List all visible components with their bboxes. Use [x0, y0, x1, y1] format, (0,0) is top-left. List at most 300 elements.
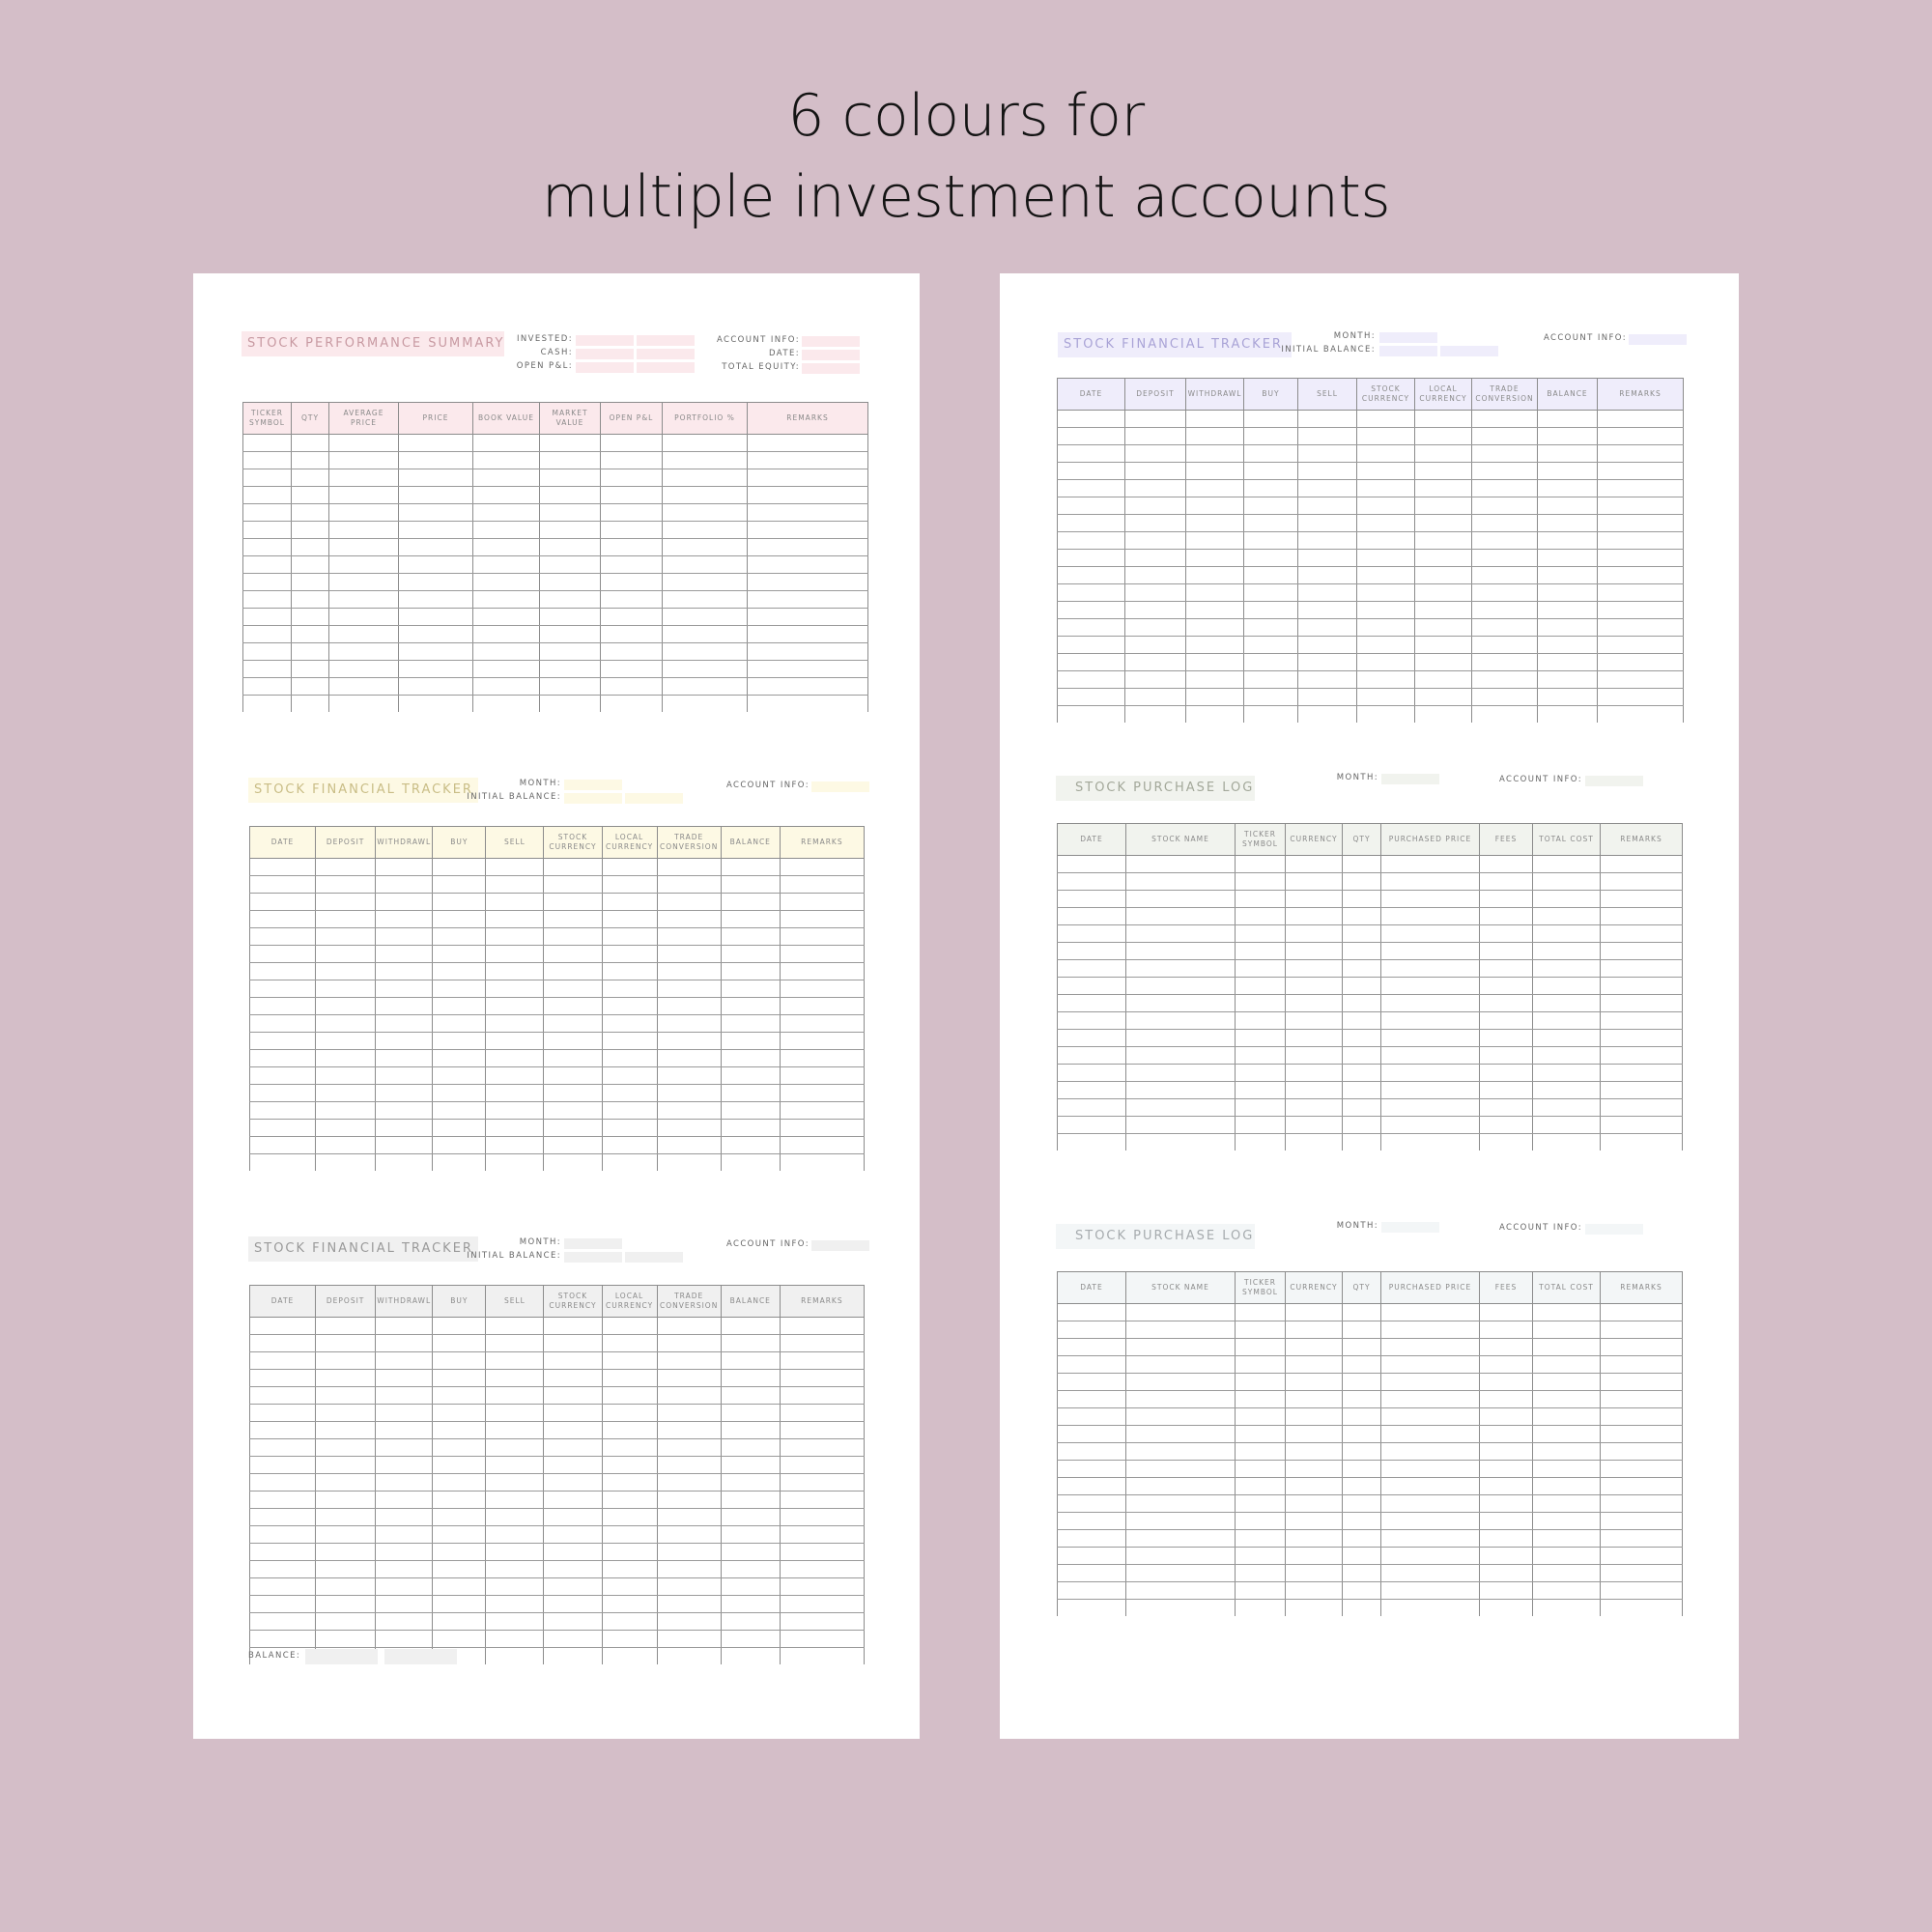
- table-cell[interactable]: [1480, 1530, 1533, 1548]
- table-cell[interactable]: [657, 1561, 721, 1578]
- table-cell[interactable]: [1244, 637, 1298, 654]
- table-cell[interactable]: [1126, 960, 1236, 978]
- table-cell[interactable]: [1286, 960, 1343, 978]
- table-cell[interactable]: [1236, 1426, 1286, 1443]
- table-cell[interactable]: [721, 998, 780, 1015]
- table-cell[interactable]: [1343, 1461, 1381, 1478]
- table-cell[interactable]: [1058, 873, 1126, 891]
- table-cell[interactable]: [1598, 671, 1684, 689]
- table-cell[interactable]: [1343, 1356, 1381, 1374]
- table-cell[interactable]: [1186, 463, 1244, 480]
- table-cell[interactable]: [1472, 567, 1538, 584]
- table-cell[interactable]: [1236, 1304, 1286, 1321]
- table-cell[interactable]: [544, 1561, 602, 1578]
- table-cell[interactable]: [1601, 1495, 1683, 1513]
- table-cell[interactable]: [1058, 1321, 1126, 1339]
- table-cell[interactable]: [250, 1631, 316, 1648]
- table-cell[interactable]: [486, 1120, 544, 1137]
- table-cell[interactable]: [486, 1335, 544, 1352]
- table-cell[interactable]: [721, 1050, 780, 1067]
- table-cell[interactable]: [544, 859, 602, 876]
- table-cell[interactable]: [1357, 550, 1415, 567]
- table-cell[interactable]: [473, 504, 540, 522]
- table-cell[interactable]: [1286, 1582, 1343, 1600]
- table-cell[interactable]: [1357, 619, 1415, 637]
- table-cell[interactable]: [1236, 1099, 1286, 1117]
- table-cell[interactable]: [1533, 1530, 1601, 1548]
- table-cell[interactable]: [780, 1154, 864, 1172]
- table-cell[interactable]: [540, 696, 601, 713]
- table-cell[interactable]: [486, 946, 544, 963]
- table-cell[interactable]: [1236, 1339, 1286, 1356]
- table-cell[interactable]: [657, 1318, 721, 1335]
- table-cell[interactable]: [1058, 943, 1126, 960]
- table-cell[interactable]: [657, 1422, 721, 1439]
- table-cell[interactable]: [1598, 689, 1684, 706]
- table-cell[interactable]: [292, 539, 329, 556]
- table-cell[interactable]: [544, 1370, 602, 1387]
- table-cell[interactable]: [1286, 873, 1343, 891]
- table-cell[interactable]: [1381, 1513, 1480, 1530]
- table-cell[interactable]: [602, 963, 657, 980]
- table-cell[interactable]: [1126, 978, 1236, 995]
- table-cell[interactable]: [544, 1120, 602, 1137]
- table-cell[interactable]: [602, 1102, 657, 1120]
- table-cell[interactable]: [1058, 908, 1126, 925]
- table-cell[interactable]: [544, 1474, 602, 1492]
- table-cell[interactable]: [1533, 1461, 1601, 1478]
- table-cell[interactable]: [1286, 1374, 1343, 1391]
- table-cell[interactable]: [1357, 567, 1415, 584]
- table-cell[interactable]: [1058, 1099, 1126, 1117]
- table-cell[interactable]: [1357, 602, 1415, 619]
- table-cell[interactable]: [601, 435, 663, 452]
- table-cell[interactable]: [1058, 1565, 1126, 1582]
- table-cell[interactable]: [1533, 1582, 1601, 1600]
- table-cell[interactable]: [1236, 908, 1286, 925]
- table-cell[interactable]: [657, 1457, 721, 1474]
- table-cell[interactable]: [1533, 856, 1601, 873]
- table-cell[interactable]: [1381, 1478, 1480, 1495]
- table-cell[interactable]: [1286, 1321, 1343, 1339]
- table-cell[interactable]: [316, 1631, 376, 1648]
- table-cell[interactable]: [486, 1102, 544, 1120]
- table-cell[interactable]: [1357, 428, 1415, 445]
- table-cell[interactable]: [1343, 1565, 1381, 1582]
- table-cell[interactable]: [1601, 1082, 1683, 1099]
- table-cell[interactable]: [544, 1154, 602, 1172]
- table-cell[interactable]: [1472, 584, 1538, 602]
- table-cell[interactable]: [243, 643, 292, 661]
- table-cell[interactable]: [1298, 671, 1357, 689]
- table-cell[interactable]: [316, 1613, 376, 1631]
- table-cell[interactable]: [1236, 1565, 1286, 1582]
- table-cell[interactable]: [316, 1085, 376, 1102]
- table-cell[interactable]: [663, 522, 748, 539]
- table-cell[interactable]: [1058, 480, 1125, 497]
- date-field[interactable]: [802, 350, 860, 360]
- table-cell[interactable]: [1343, 978, 1381, 995]
- table-cell[interactable]: [1126, 1408, 1236, 1426]
- table-cell[interactable]: [721, 1335, 780, 1352]
- table-cell[interactable]: [721, 1439, 780, 1457]
- table-cell[interactable]: [1236, 1391, 1286, 1408]
- initial-balance-field-2[interactable]: [625, 793, 683, 804]
- month-field[interactable]: [1381, 774, 1439, 784]
- table-cell[interactable]: [376, 859, 433, 876]
- table-cell[interactable]: [433, 1578, 486, 1596]
- month-field[interactable]: [564, 1238, 622, 1249]
- table-cell[interactable]: [1480, 995, 1533, 1012]
- table-cell[interactable]: [1472, 515, 1538, 532]
- table-cell[interactable]: [433, 876, 486, 894]
- table-cell[interactable]: [1480, 1082, 1533, 1099]
- table-cell[interactable]: [316, 1137, 376, 1154]
- table-cell[interactable]: [1343, 1495, 1381, 1513]
- table-cell[interactable]: [1236, 995, 1286, 1012]
- table-cell[interactable]: [657, 1596, 721, 1613]
- table-cell[interactable]: [473, 696, 540, 713]
- table-cell[interactable]: [316, 911, 376, 928]
- table-cell[interactable]: [250, 1318, 316, 1335]
- table-cell[interactable]: [657, 928, 721, 946]
- table-cell[interactable]: [1381, 925, 1480, 943]
- table-cell[interactable]: [243, 556, 292, 574]
- table-cell[interactable]: [1533, 1374, 1601, 1391]
- table-cell[interactable]: [1186, 428, 1244, 445]
- table-cell[interactable]: [376, 963, 433, 980]
- table-cell[interactable]: [316, 1509, 376, 1526]
- table-cell[interactable]: [1298, 428, 1357, 445]
- table-cell[interactable]: [657, 1067, 721, 1085]
- table-cell[interactable]: [1343, 1065, 1381, 1082]
- table-cell[interactable]: [1186, 550, 1244, 567]
- table-cell[interactable]: [1244, 619, 1298, 637]
- table-cell[interactable]: [433, 1352, 486, 1370]
- table-cell[interactable]: [780, 1474, 864, 1492]
- table-cell[interactable]: [1058, 1117, 1126, 1134]
- table-cell[interactable]: [486, 1648, 544, 1665]
- table-cell[interactable]: [292, 556, 329, 574]
- table-cell[interactable]: [1058, 1047, 1126, 1065]
- table-cell[interactable]: [292, 609, 329, 626]
- table-cell[interactable]: [780, 1033, 864, 1050]
- table-cell[interactable]: [486, 1439, 544, 1457]
- table-cell[interactable]: [243, 574, 292, 591]
- table-cell[interactable]: [1601, 1530, 1683, 1548]
- table-cell[interactable]: [657, 1405, 721, 1422]
- table-cell[interactable]: [1058, 671, 1125, 689]
- table-cell[interactable]: [1601, 1478, 1683, 1495]
- table-cell[interactable]: [243, 469, 292, 487]
- table-cell[interactable]: [1533, 978, 1601, 995]
- table-cell[interactable]: [1480, 1582, 1533, 1600]
- table-cell[interactable]: [657, 1120, 721, 1137]
- table-cell[interactable]: [1244, 428, 1298, 445]
- table-cell[interactable]: [316, 876, 376, 894]
- table-cell[interactable]: [1533, 1321, 1601, 1339]
- table-cell[interactable]: [1343, 1339, 1381, 1356]
- table-cell[interactable]: [1601, 1065, 1683, 1082]
- table-cell[interactable]: [486, 1544, 544, 1561]
- table-cell[interactable]: [1415, 619, 1472, 637]
- table-cell[interactable]: [316, 1033, 376, 1050]
- table-cell[interactable]: [544, 1457, 602, 1474]
- table-cell[interactable]: [721, 1085, 780, 1102]
- table-cell[interactable]: [316, 963, 376, 980]
- table-cell[interactable]: [1126, 1513, 1236, 1530]
- table-cell[interactable]: [721, 1492, 780, 1509]
- table-cell[interactable]: [329, 556, 399, 574]
- table-cell[interactable]: [1601, 1356, 1683, 1374]
- table-cell[interactable]: [1125, 584, 1186, 602]
- table-cell[interactable]: [780, 1137, 864, 1154]
- table-cell[interactable]: [376, 1102, 433, 1120]
- table-cell[interactable]: [748, 452, 868, 469]
- table-cell[interactable]: [1472, 480, 1538, 497]
- table-cell[interactable]: [1480, 925, 1533, 943]
- table-cell[interactable]: [433, 859, 486, 876]
- table-cell[interactable]: [433, 998, 486, 1015]
- table-cell[interactable]: [473, 452, 540, 469]
- table-cell[interactable]: [1480, 1600, 1533, 1617]
- table-cell[interactable]: [1236, 1012, 1286, 1030]
- table-cell[interactable]: [292, 487, 329, 504]
- table-cell[interactable]: [486, 1015, 544, 1033]
- table-cell[interactable]: [1286, 1513, 1343, 1530]
- table-cell[interactable]: [1538, 532, 1598, 550]
- table-cell[interactable]: [329, 487, 399, 504]
- table-cell[interactable]: [1236, 925, 1286, 943]
- table-cell[interactable]: [486, 1067, 544, 1085]
- table-cell[interactable]: [1298, 637, 1357, 654]
- table-cell[interactable]: [540, 574, 601, 591]
- table-cell[interactable]: [1126, 1304, 1236, 1321]
- account-info-field[interactable]: [1585, 1224, 1643, 1235]
- table-cell[interactable]: [1415, 584, 1472, 602]
- table-cell[interactable]: [316, 1405, 376, 1422]
- table-cell[interactable]: [1343, 1134, 1381, 1151]
- table-cell[interactable]: [657, 1387, 721, 1405]
- table-cell[interactable]: [1058, 428, 1125, 445]
- table-cell[interactable]: [1538, 515, 1598, 532]
- cash-field[interactable]: [576, 349, 634, 359]
- table-cell[interactable]: [1244, 654, 1298, 671]
- table-cell[interactable]: [1601, 1117, 1683, 1134]
- table-cell[interactable]: [663, 626, 748, 643]
- table-cell[interactable]: [433, 1015, 486, 1033]
- table-cell[interactable]: [544, 911, 602, 928]
- table-cell[interactable]: [376, 946, 433, 963]
- table-cell[interactable]: [721, 1561, 780, 1578]
- table-cell[interactable]: [1472, 463, 1538, 480]
- table-cell[interactable]: [1186, 445, 1244, 463]
- table-cell[interactable]: [1058, 1030, 1126, 1047]
- table-cell[interactable]: [1236, 1408, 1286, 1426]
- table-cell[interactable]: [540, 452, 601, 469]
- table-cell[interactable]: [250, 1613, 316, 1631]
- table-cell[interactable]: [1480, 960, 1533, 978]
- table-cell[interactable]: [1125, 602, 1186, 619]
- table-cell[interactable]: [1286, 1117, 1343, 1134]
- table-cell[interactable]: [243, 696, 292, 713]
- table-cell[interactable]: [1126, 1530, 1236, 1548]
- table-cell[interactable]: [544, 1085, 602, 1102]
- table-cell[interactable]: [376, 1405, 433, 1422]
- table-cell[interactable]: [602, 980, 657, 998]
- table-cell[interactable]: [780, 980, 864, 998]
- table-cell[interactable]: [486, 1492, 544, 1509]
- table-cell[interactable]: [1533, 1099, 1601, 1117]
- table-cell[interactable]: [1601, 1391, 1683, 1408]
- table-cell[interactable]: [486, 1318, 544, 1335]
- table-cell[interactable]: [602, 894, 657, 911]
- initial-balance-field[interactable]: [564, 793, 622, 804]
- table-cell[interactable]: [1058, 532, 1125, 550]
- table-cell[interactable]: [433, 1422, 486, 1439]
- table-cell[interactable]: [1058, 1012, 1126, 1030]
- table-cell[interactable]: [1298, 411, 1357, 428]
- table-cell[interactable]: [473, 435, 540, 452]
- table-cell[interactable]: [657, 1474, 721, 1492]
- table-cell[interactable]: [657, 1648, 721, 1665]
- table-cell[interactable]: [1472, 602, 1538, 619]
- table-cell[interactable]: [1236, 1548, 1286, 1565]
- table-cell[interactable]: [316, 1050, 376, 1067]
- table-cell[interactable]: [329, 609, 399, 626]
- table-cell[interactable]: [1480, 1065, 1533, 1082]
- table-cell[interactable]: [1533, 1565, 1601, 1582]
- table-cell[interactable]: [1236, 1513, 1286, 1530]
- table-cell[interactable]: [1286, 1391, 1343, 1408]
- table-cell[interactable]: [1058, 1495, 1126, 1513]
- table-cell[interactable]: [1286, 925, 1343, 943]
- table-cell[interactable]: [1343, 1443, 1381, 1461]
- table-cell[interactable]: [1480, 943, 1533, 960]
- table-cell[interactable]: [433, 1544, 486, 1561]
- table-cell[interactable]: [1472, 532, 1538, 550]
- account-info-field[interactable]: [1585, 776, 1643, 786]
- table-cell[interactable]: [1415, 515, 1472, 532]
- table-cell[interactable]: [1126, 873, 1236, 891]
- table-cell[interactable]: [663, 556, 748, 574]
- table-cell[interactable]: [1058, 1548, 1126, 1565]
- table-cell[interactable]: [544, 1492, 602, 1509]
- table-cell[interactable]: [657, 1492, 721, 1509]
- table-cell[interactable]: [544, 963, 602, 980]
- table-cell[interactable]: [780, 1578, 864, 1596]
- table-cell[interactable]: [1236, 873, 1286, 891]
- table-cell[interactable]: [1126, 1134, 1236, 1151]
- cash-field-2[interactable]: [637, 349, 695, 359]
- table-cell[interactable]: [663, 539, 748, 556]
- table-cell[interactable]: [1601, 960, 1683, 978]
- table-cell[interactable]: [1186, 689, 1244, 706]
- table-cell[interactable]: [602, 1067, 657, 1085]
- table-cell[interactable]: [1343, 856, 1381, 873]
- table-cell[interactable]: [748, 435, 868, 452]
- table-cell[interactable]: [399, 487, 473, 504]
- table-cell[interactable]: [1058, 1391, 1126, 1408]
- table-cell[interactable]: [721, 980, 780, 998]
- table-cell[interactable]: [376, 1370, 433, 1387]
- table-cell[interactable]: [1343, 1530, 1381, 1548]
- table-cell[interactable]: [1533, 1117, 1601, 1134]
- table-cell[interactable]: [1601, 1408, 1683, 1426]
- table-cell[interactable]: [721, 876, 780, 894]
- table-cell[interactable]: [544, 876, 602, 894]
- table-cell[interactable]: [663, 661, 748, 678]
- table-cell[interactable]: [1058, 584, 1125, 602]
- table-cell[interactable]: [376, 876, 433, 894]
- table-cell[interactable]: [1480, 1513, 1533, 1530]
- table-cell[interactable]: [1058, 1443, 1126, 1461]
- table-cell[interactable]: [1381, 1461, 1480, 1478]
- table-cell[interactable]: [433, 1492, 486, 1509]
- table-cell[interactable]: [780, 1631, 864, 1648]
- table-cell[interactable]: [433, 1033, 486, 1050]
- table-cell[interactable]: [1381, 1012, 1480, 1030]
- table-cell[interactable]: [1125, 445, 1186, 463]
- table-cell[interactable]: [486, 963, 544, 980]
- table-cell[interactable]: [1126, 891, 1236, 908]
- table-cell[interactable]: [1244, 706, 1298, 724]
- table-cell[interactable]: [602, 1335, 657, 1352]
- table-cell[interactable]: [486, 980, 544, 998]
- table-cell[interactable]: [1126, 1117, 1236, 1134]
- table-cell[interactable]: [1480, 1443, 1533, 1461]
- table-cell[interactable]: [433, 1457, 486, 1474]
- table-cell[interactable]: [433, 1596, 486, 1613]
- table-cell[interactable]: [657, 946, 721, 963]
- table-cell[interactable]: [1298, 619, 1357, 637]
- table-cell[interactable]: [1472, 550, 1538, 567]
- table-cell[interactable]: [540, 435, 601, 452]
- table-cell[interactable]: [1357, 445, 1415, 463]
- table-cell[interactable]: [1298, 584, 1357, 602]
- table-cell[interactable]: [663, 504, 748, 522]
- table-cell[interactable]: [250, 1335, 316, 1352]
- table-cell[interactable]: [292, 591, 329, 609]
- table-cell[interactable]: [473, 661, 540, 678]
- table-cell[interactable]: [1601, 1047, 1683, 1065]
- table-cell[interactable]: [1381, 1495, 1480, 1513]
- table-cell[interactable]: [1058, 856, 1126, 873]
- table-cell[interactable]: [1236, 1047, 1286, 1065]
- table-cell[interactable]: [1533, 873, 1601, 891]
- table-cell[interactable]: [1381, 1565, 1480, 1582]
- table-cell[interactable]: [663, 678, 748, 696]
- table-cell[interactable]: [486, 1509, 544, 1526]
- table-cell[interactable]: [399, 591, 473, 609]
- table-cell[interactable]: [540, 591, 601, 609]
- table-cell[interactable]: [1286, 1065, 1343, 1082]
- table-cell[interactable]: [1480, 1321, 1533, 1339]
- table-cell[interactable]: [780, 1422, 864, 1439]
- table-cell[interactable]: [540, 678, 601, 696]
- table-cell[interactable]: [243, 591, 292, 609]
- table-cell[interactable]: [748, 591, 868, 609]
- table-cell[interactable]: [486, 911, 544, 928]
- table-cell[interactable]: [657, 1578, 721, 1596]
- table-cell[interactable]: [1186, 602, 1244, 619]
- table-cell[interactable]: [250, 1033, 316, 1050]
- table-cell[interactable]: [250, 1120, 316, 1137]
- balance-field-2[interactable]: [384, 1649, 457, 1664]
- table-cell[interactable]: [1236, 1117, 1286, 1134]
- table-cell[interactable]: [1472, 671, 1538, 689]
- table-cell[interactable]: [1533, 960, 1601, 978]
